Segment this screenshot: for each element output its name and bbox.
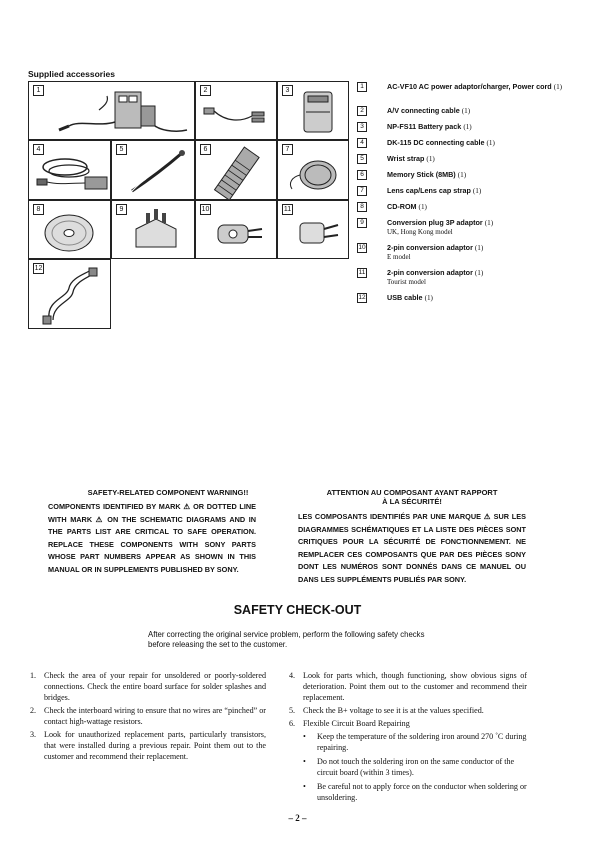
cell-11 <box>277 200 349 259</box>
step-number: 2. <box>30 706 37 715</box>
item-qty: (1) <box>474 269 484 277</box>
cell-8 <box>28 200 111 259</box>
conversion-plug-3p-illustration <box>112 201 196 260</box>
item-qty: (1) <box>426 155 435 163</box>
step-text: Check the area of your repair for unsoldered or poorly-soldered connections. Check the entire board surface for solder splashes and bridges. <box>44 671 266 702</box>
item-name: USB cable <box>387 293 423 302</box>
bullet-item: • Be careful not to apply force on the conductor when soldering or unsoldering. <box>303 782 527 802</box>
cell-1 <box>28 81 195 140</box>
item-qty: (1) <box>486 139 495 147</box>
item-number: 6 <box>357 170 367 180</box>
warning-fr-title <box>298 488 526 506</box>
step-text: Check the interboard wiring to ensure that no wires are “pinched” or contact high-wattage resistors. <box>44 706 266 726</box>
two-pin-adaptor-e-illustration <box>196 201 278 260</box>
step-item <box>30 670 266 703</box>
bullet-item: • Keep the temperature of the soldering iron around 270 ˚C during repairing. <box>303 732 527 752</box>
item-name: AC-VF10 AC power adaptor/charger, Power cord <box>387 82 552 91</box>
cell-number: 12 <box>34 265 43 272</box>
step-text: Look for unauthorized replacement parts, particularly transistors, that were installed during a previous repair. Point them out to the customer and recommend their replacement. <box>44 730 266 761</box>
item-number: 1 <box>357 82 367 92</box>
bullet-text: Keep the temperature of the soldering iron around 270 ˚C during repairing. <box>317 732 527 752</box>
warning-fr-title-line2: À LA SÉCURITÉ! <box>382 497 442 506</box>
cell-number: 5 <box>116 144 127 155</box>
step-text: Look for parts which, though functioning, show obvious signs of deterioration. Point them out to the customer and recommend their replacement. <box>303 671 527 702</box>
item-number: 9 <box>357 218 367 228</box>
battery-pack-illustration <box>278 82 350 141</box>
ac-adaptor-illustration <box>29 82 196 141</box>
item-name: NP-FS11 Battery pack <box>387 122 462 131</box>
item-note: Tourist model <box>387 278 426 286</box>
item-number: 8 <box>357 202 367 212</box>
step-item <box>289 705 527 716</box>
step-number: 3. <box>30 730 37 739</box>
item-number: 4 <box>357 138 367 148</box>
av-cable-illustration <box>196 82 278 141</box>
cell-number: 11 <box>283 206 292 213</box>
item-qty: (1) <box>553 83 563 91</box>
item-name: A/V connecting cable <box>387 106 460 115</box>
cell-number: 4 <box>33 144 44 155</box>
cell-9 <box>111 200 195 259</box>
item-name: Wrist strap <box>387 154 425 163</box>
warning-en-body: COMPONENTS IDENTIFIED BY MARK ⚠ OR DOTTED LINE WITH MARK ⚠ ON THE SCHEMATIC DIAGRAMS AND IN THE PARTS LIST ARE CRITICAL TO SAFE OPERATION. REPLACE THESE COMPONENTS WITH SONY PARTS WHOSE PART NUMBERS APPEAR AS SHOWN IN THIS MANUAL OR IN SUPPLEMENTS PUBLISHED BY SONY. <box>48 502 256 574</box>
safety-checkout-title: SAFETY CHECK-OUT <box>233 603 362 617</box>
item-qty: (1) <box>472 187 482 195</box>
item-name: Memory Stick (8MB) <box>387 170 456 179</box>
page-number: – 2 – <box>288 813 307 823</box>
item-number: 7 <box>357 186 367 196</box>
cell-number: 2 <box>200 85 211 96</box>
step-text: Flexible Circuit Board Repairing <box>303 719 410 728</box>
step-item <box>289 718 527 729</box>
step-number: 4. <box>289 671 296 680</box>
cell-12 <box>28 259 111 329</box>
item-qty: (1) <box>418 203 427 211</box>
item-number: 11 <box>358 269 366 276</box>
cell-number: 7 <box>282 144 293 155</box>
item-note: E model <box>387 253 411 261</box>
item-qty: (1) <box>461 107 471 115</box>
cell-2 <box>195 81 277 140</box>
dc-cable-illustration <box>29 141 112 201</box>
item-number: 5 <box>357 154 367 164</box>
two-pin-adaptor-tourist-illustration <box>278 201 350 260</box>
step-number: 1. <box>30 671 37 680</box>
step-number: 6. <box>289 719 296 728</box>
item-number: 10 <box>358 244 366 251</box>
item-qty: (1) <box>484 219 494 227</box>
item-qty: (1) <box>457 171 467 179</box>
cell-number: 3 <box>282 85 293 96</box>
cell-6 <box>195 140 277 200</box>
step-item <box>289 670 527 703</box>
cell-number: 6 <box>200 144 211 155</box>
cell-7 <box>277 140 349 200</box>
item-qty: (1) <box>474 244 484 252</box>
bullet-text: Be careful not to apply force on the conductor when soldering or unsoldering. <box>317 782 527 802</box>
wrist-strap-illustration <box>112 141 196 201</box>
cell-number: 1 <box>33 85 44 96</box>
item-name: Lens cap/Lens cap strap <box>387 186 471 195</box>
accessories-title: Supplied accessories <box>28 69 115 79</box>
item-note: UK, Hong Kong model <box>387 228 453 236</box>
item-number: 2 <box>357 106 367 116</box>
item-number: 12 <box>358 294 366 301</box>
item-name: DK-115 DC connecting cable <box>387 138 485 147</box>
item-name: 2-pin conversion adaptor <box>387 268 473 277</box>
cd-rom-illustration <box>29 201 112 260</box>
item-qty: (1) <box>463 123 472 131</box>
cell-number: 9 <box>116 204 127 215</box>
warning-en-title: SAFETY-RELATED COMPONENT WARNING!! <box>87 488 249 497</box>
item-name: Conversion plug 3P adaptor <box>387 218 483 227</box>
lens-cap-illustration <box>278 141 350 201</box>
cell-10 <box>195 200 277 259</box>
cell-number: 10 <box>201 206 210 213</box>
cell-3 <box>277 81 349 140</box>
warning-fr-body: LES COMPOSANTS IDENTIFIÉS PAR UNE MARQUE ⚠ SUR LES DIAGRAMMES SCHÉMATIQUES ET LA LISTE DES PIÈCES SONT CRITIQUES POUR LA SÉCURITÉ DE FONCTIONNEMENT. NE REMPLACER CES COMPOSANTS QUE PAR DES PIÈCES SONY DONT LES NUMÉROS SONT DONNÉS DANS CE MANUEL OU DANS LES SUPPLÉMENTS PUBLIÉS PAR SONY. <box>298 512 526 584</box>
step-item <box>30 729 266 762</box>
step-item <box>30 705 266 727</box>
item-name: 2-pin conversion adaptor <box>387 243 473 252</box>
usb-cable-illustration <box>29 260 112 330</box>
memory-stick-illustration <box>196 141 278 201</box>
item-qty: (1) <box>424 294 433 302</box>
step-number: 5. <box>289 706 296 715</box>
step-text: Check the B+ voltage to see it is at the values specified. <box>303 706 484 715</box>
bullet-text: Do not touch the soldering iron on the same conductor of the circuit board (within 3 times). <box>317 757 515 777</box>
cell-4 <box>28 140 111 200</box>
safety-checkout-intro: After correcting the original service problem, perform the following safety checks before releasing the set to the customer. <box>148 630 425 649</box>
item-name: CD-ROM <box>387 202 417 211</box>
warning-fr-title-line1: ATTENTION AU COMPOSANT AYANT RAPPORT <box>326 488 498 497</box>
bullet-item: • Do not touch the soldering iron on the same conductor of the circuit board (within 3 times). <box>303 756 527 778</box>
cell-number: 8 <box>33 204 44 215</box>
cell-5 <box>111 140 195 200</box>
item-number: 3 <box>357 122 367 132</box>
